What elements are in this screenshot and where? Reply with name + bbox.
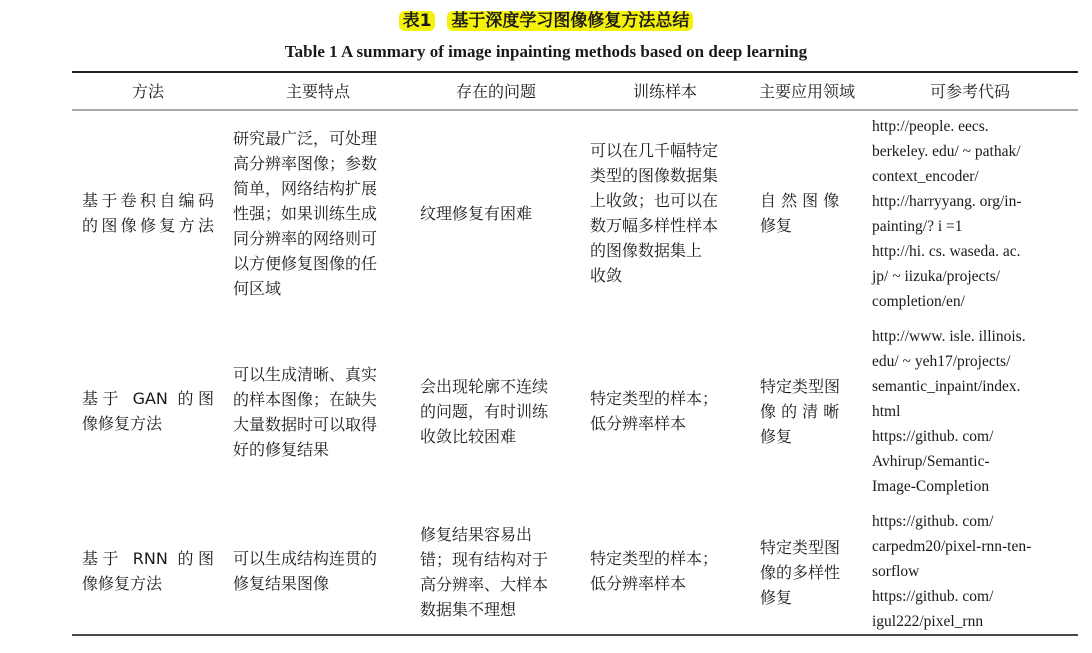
cell-samples: 特定类型的样本； 低分辨率样本	[590, 389, 719, 433]
cell-samples: 特定类型的样本； 低分辨率样本	[590, 549, 719, 593]
code-link[interactable]: carpedm20/pixel-rnn-ten-	[872, 538, 1032, 555]
code-link[interactable]: context_encoder/	[872, 168, 979, 185]
header-method: 方法	[131, 82, 164, 101]
cell-problems: 修复结果容易出 错；现有结构对于 高分辨率、大样本 数据集不理想	[420, 525, 549, 619]
cell-samples: 可以在几千幅特定 类型的图像数据集 上收敛；也可以在 数万幅多样性样本 的图像数据集上 收敛	[590, 141, 719, 285]
code-link[interactable]: painting/? i =1	[872, 218, 963, 235]
code-link[interactable]: http://www. isle. illinois.	[872, 328, 1026, 345]
code-link[interactable]: completion/en/	[872, 293, 965, 310]
code-link[interactable]: semantic_inpaint/index.	[872, 378, 1021, 395]
cell-domain: 特定类型图 像的多样性 修复	[760, 538, 841, 607]
cell-code	[872, 114, 1072, 314]
cell-method: 基于 RNN 的图 像修复方法	[82, 549, 214, 593]
code-link[interactable]: https://github. com/	[872, 428, 994, 445]
code-link[interactable]: https://github. com/	[872, 513, 994, 530]
table-label: 表1	[399, 11, 436, 31]
table-title-cn: 基于深度学习图像修复方法总结	[447, 11, 693, 31]
code-link[interactable]: edu/ ~ yeh17/projects/	[872, 353, 1011, 370]
code-link[interactable]: http://hi. cs. waseda. ac.	[872, 243, 1021, 260]
cell-problems: 纹理修复有困难	[420, 204, 533, 223]
code-link[interactable]: Avhirup/Semantic-	[872, 453, 990, 470]
cell-domain: 自 然 图 像 修复	[760, 191, 840, 235]
code-link[interactable]: Image-Completion	[872, 478, 990, 495]
cell-method: 基于卷积自编码 的图像修复方法	[82, 191, 214, 235]
header-samples: 训练样本	[632, 82, 697, 101]
code-link[interactable]: berkeley. edu/ ~ pathak/	[872, 143, 1021, 160]
code-link[interactable]: jp/ ~ iizuka/projects/	[872, 268, 1001, 285]
bottom-rule	[72, 634, 1078, 636]
table-caption-cn	[0, 9, 1092, 33]
header-code: 可参考代码	[929, 82, 1010, 101]
cell-code	[872, 324, 1072, 499]
code-link[interactable]: sorflow	[872, 563, 920, 580]
code-link[interactable]: https://github. com/	[872, 588, 994, 605]
code-link[interactable]: http://people. eecs.	[872, 118, 989, 135]
code-link[interactable]: html	[872, 403, 901, 420]
cell-features: 研究最广泛，可处理 高分辨率图像；参数 简单，网络结构扩展 性强；如果训练生成 同分辨率的网络则可 以方便修复图像的任 何区域	[233, 129, 378, 298]
header-problems: 存在的问题	[455, 82, 536, 101]
cell-features: 可以生成结构连贯的 修复结果图像	[233, 549, 378, 593]
code-link[interactable]: igul222/pixel_rnn	[872, 613, 984, 630]
header-rule	[72, 109, 1078, 111]
code-link[interactable]: http://harryyang. org/in-	[872, 193, 1022, 210]
cell-problems: 会出现轮廓不连续 的问题，有时训练 收敛比较困难	[420, 377, 549, 446]
cell-method: 基于 GAN 的图 像修复方法	[82, 389, 214, 433]
cell-features: 可以生成清晰、真实 的样本图像；在缺失 大量数据时可以取得 好的修复结果	[233, 365, 378, 459]
cell-domain: 特定类型图 像 的 清 晰 修复	[760, 377, 841, 446]
table-title-en: Table 1 A summary of image inpainting methods based on deep learning	[284, 42, 808, 61]
cell-code	[872, 509, 1072, 634]
top-rule	[72, 71, 1078, 73]
header-features: 主要特点	[285, 82, 350, 101]
header-domain: 主要应用领域	[758, 82, 855, 101]
